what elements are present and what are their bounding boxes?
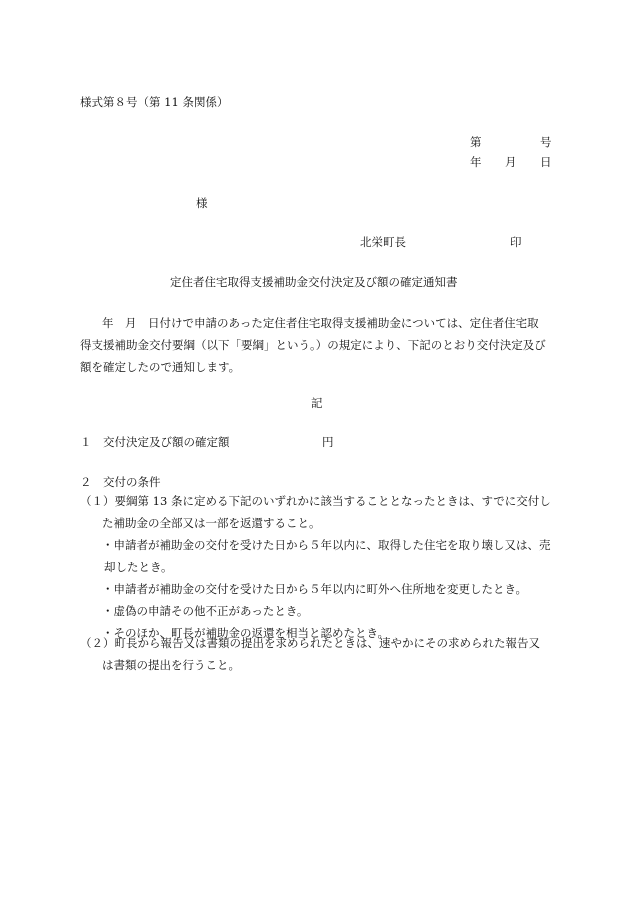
- item1-label: １ 交付決定及び額の確定額: [80, 435, 230, 449]
- date-day: 日: [540, 155, 552, 169]
- document-title: 定住者住宅取得支援補助金交付決定及び額の確定通知書: [170, 275, 458, 289]
- seal-mark: 印: [510, 235, 522, 249]
- bullet-line: ・虚偽の申請その他不正があったとき。: [102, 604, 309, 618]
- form-label: 様式第８号（第 11 条関係）: [80, 95, 229, 109]
- number-suffix: 号: [540, 135, 552, 149]
- body-line: 額を確定したので通知します。: [80, 360, 241, 374]
- bullet-line: ・申請者が補助金の交付を受けた日から５年以内に町外へ住所地を変更したとき。: [102, 582, 528, 596]
- condition-1: [80, 490, 551, 534]
- bullet-line: ・申請者が補助金の交付を受けた日から５年以内に、取得した住宅を取り壊し又は、売: [102, 538, 551, 552]
- body-line: 年 月 日付けで申請のあった定住者住宅取得支援補助金については、定住者住宅取: [102, 316, 539, 330]
- condition-line: は書類の提出を行うこと。: [102, 658, 240, 672]
- condition-line: （２）町長から報告又は書類の提出を求められたときは、速やかにその求められた報告又: [80, 636, 540, 650]
- condition-line: た補助金の全部又は一部を返還すること。: [102, 516, 321, 530]
- bullet-line: 却したとき。: [104, 560, 173, 574]
- body-paragraph: [80, 312, 546, 378]
- issuer-name: 北栄町長: [360, 235, 406, 249]
- bullet-line: ・そのほか、町長が補助金の返還を相当と認めたとき。: [102, 626, 390, 640]
- item1-unit: 円: [322, 435, 334, 449]
- number-prefix: 第: [470, 135, 482, 149]
- condition-bullets: [102, 534, 551, 644]
- condition-2: [80, 632, 540, 676]
- addressee-suffix: 様: [196, 196, 208, 210]
- body-line: 得支援補助金交付要綱（以下「要綱」という。）の規定により、下記のとおり交付決定及び: [80, 338, 546, 352]
- item2-heading: ２ 交付の条件: [80, 475, 161, 489]
- date-month: 月: [505, 155, 517, 169]
- ki-heading: 記: [311, 396, 323, 410]
- date-year: 年: [470, 155, 482, 169]
- condition-line: （１）要綱第 13 条に定める下記のいずれかに該当することとなったときは、すでに交付し: [80, 494, 551, 508]
